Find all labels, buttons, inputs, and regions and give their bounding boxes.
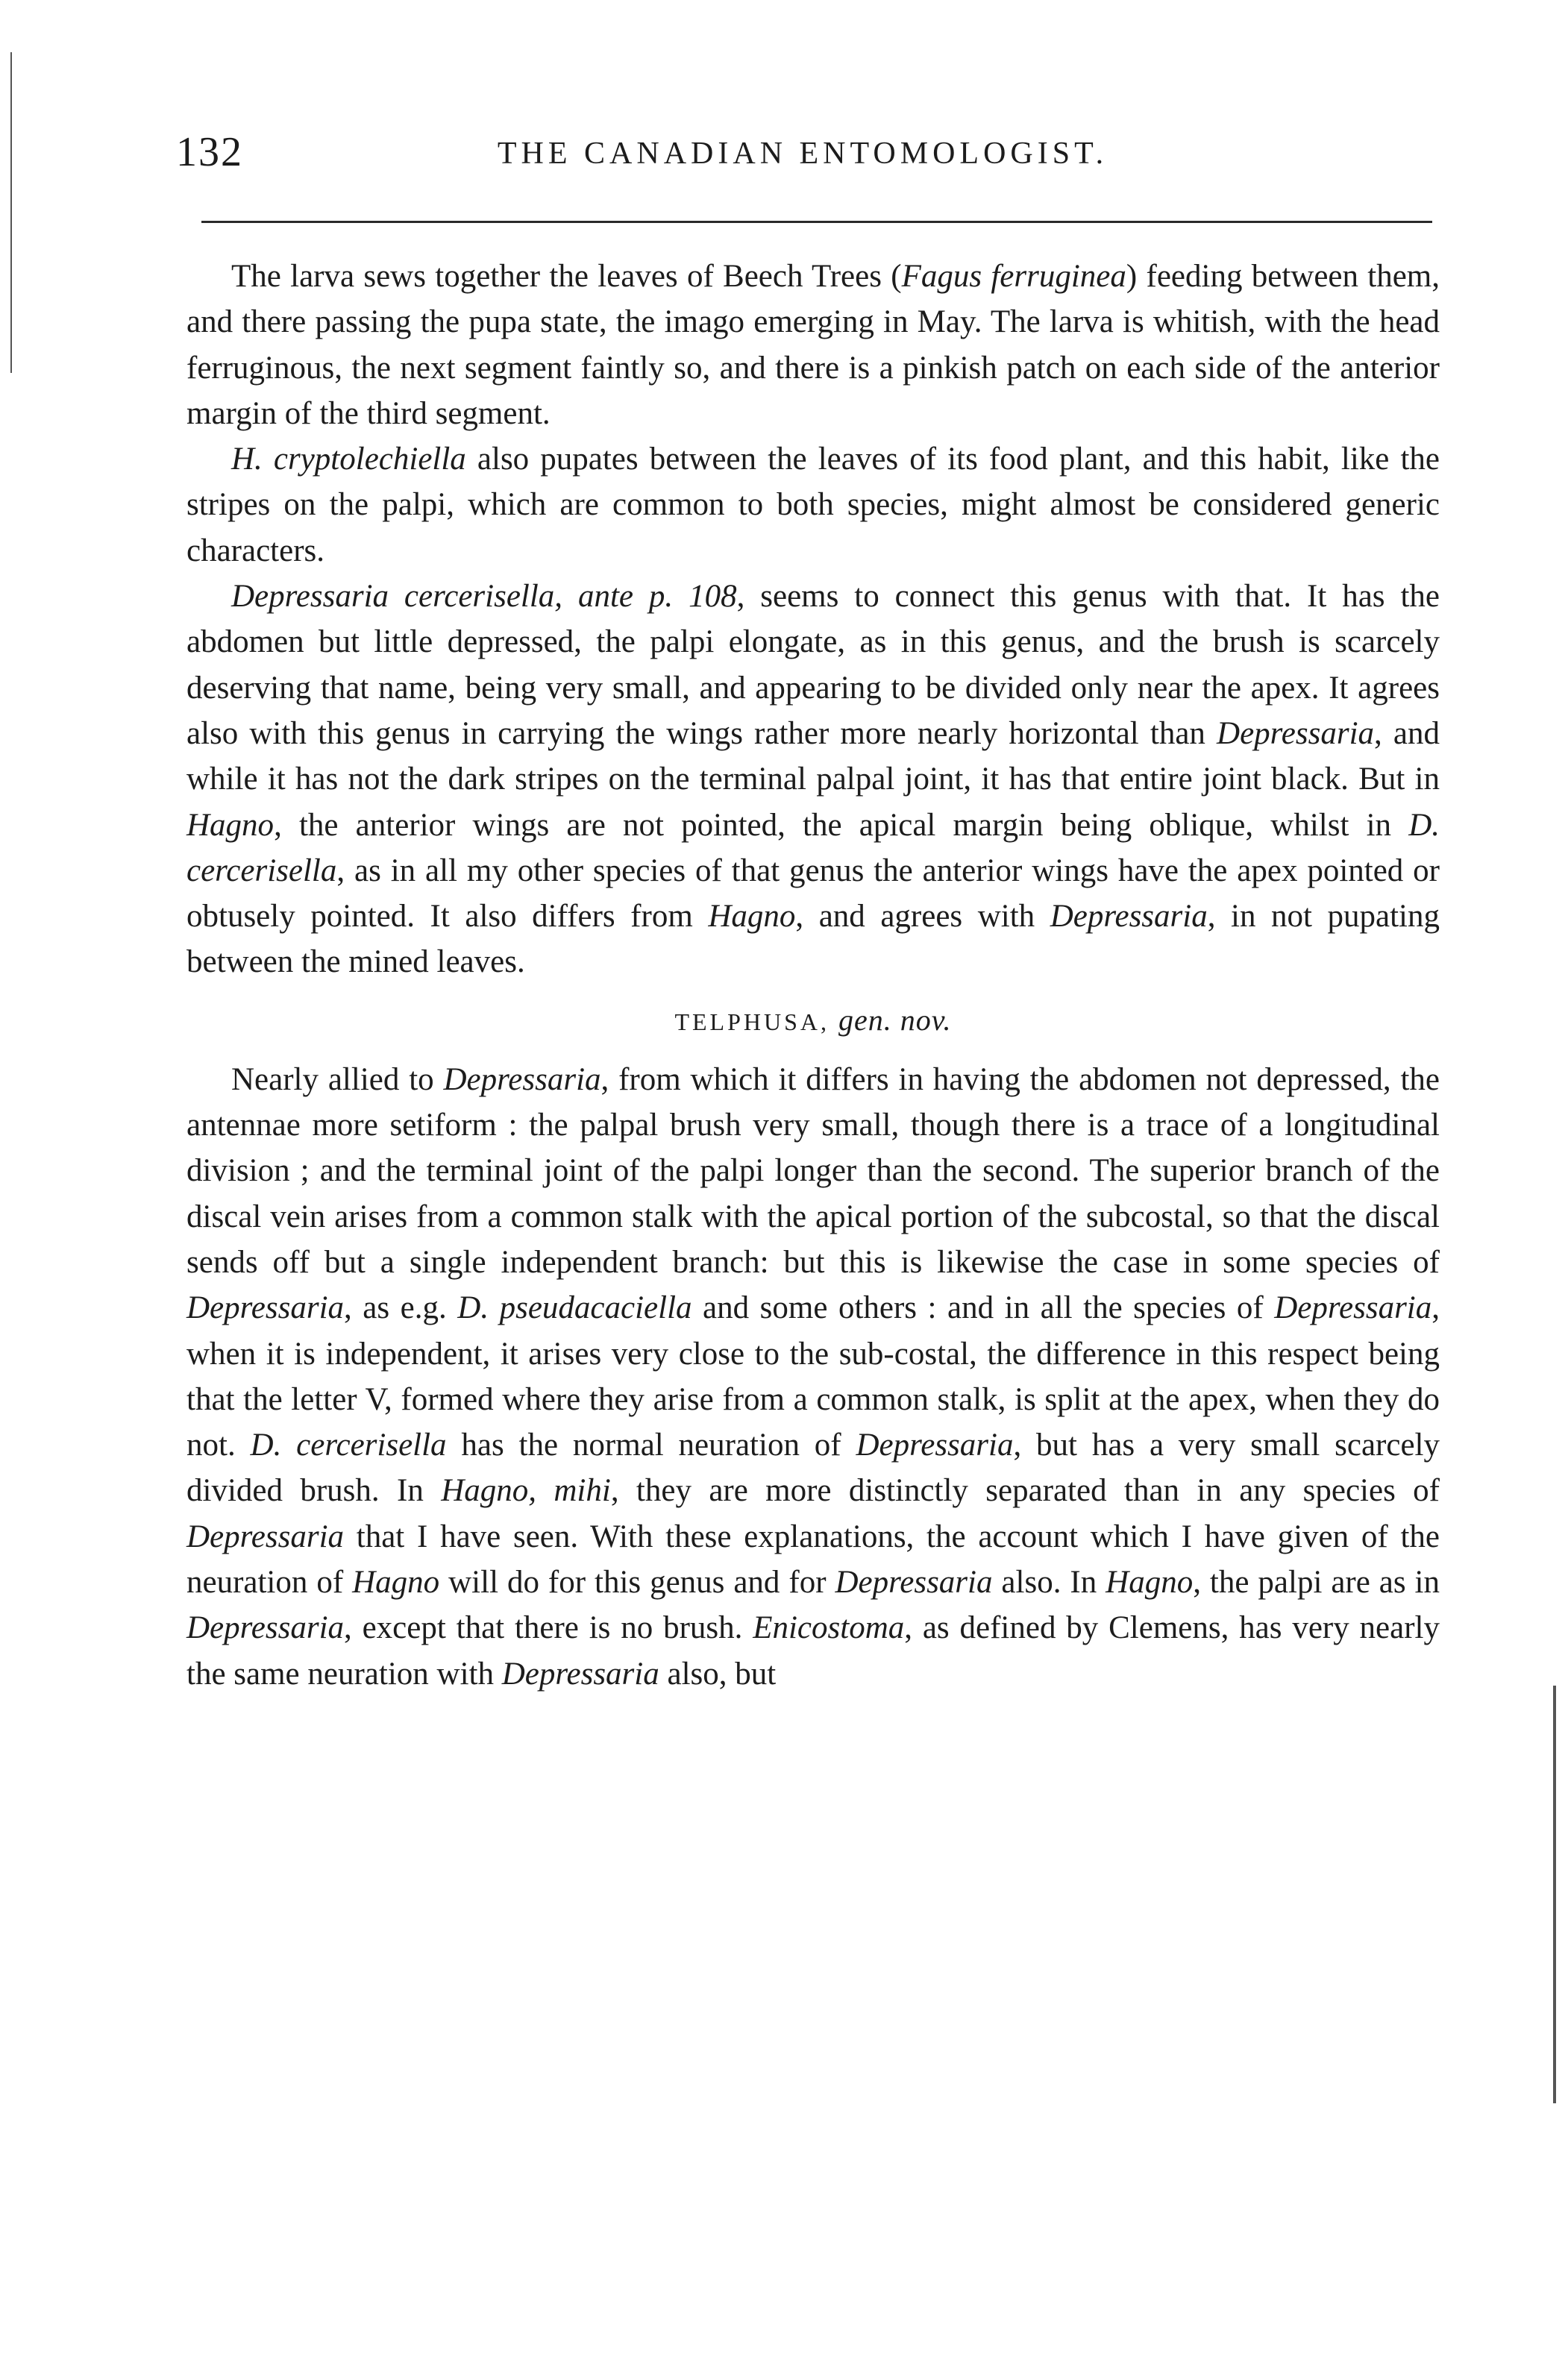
italic-text-run: Depressaria <box>186 1290 345 1326</box>
text-run: , they are more distinctly separated than in any species of <box>610 1473 1440 1509</box>
text-run: and some others : and in all the species of <box>692 1290 1275 1326</box>
page-number: 132 <box>176 129 243 175</box>
right-margin-mark <box>1553 1686 1556 2103</box>
text-run: also pupates between the leaves of its food plant, and this habit, like the stripes on the palpi, which are common to both species, might almost be considered generic characters. <box>186 442 1440 568</box>
header-rule <box>201 221 1432 223</box>
italic-text-run: H. cryptolechiella <box>231 442 466 477</box>
text-run: ) feeding between them, and there passing the pupa state, the imago emerging in May. The larva is whitish, with the head ferruginous, the next segment faintly so, and there is a pinkish patch on each side of the anterior margin of the third segment. <box>186 259 1440 431</box>
italic-text-run: Hagno <box>352 1565 440 1601</box>
text-run: , as e.g. <box>344 1290 458 1326</box>
italic-text-run: Depressaria <box>443 1061 601 1097</box>
italic-text-run: D. pseudacaciella <box>457 1290 692 1326</box>
italic-text-run: Hagno <box>186 807 275 843</box>
paragraph <box>186 574 1440 985</box>
text-run: , the anterior wings are not pointed, the apical margin being oblique, whilst in <box>274 807 1409 843</box>
text-run: , as defined by Clemens, has very nearly the same neuration with <box>186 1610 1440 1692</box>
body-text <box>186 254 1440 1697</box>
text-run: , except that there is no brush. <box>344 1610 753 1646</box>
text-run: , in not pupating between the mined leaves. <box>186 899 1440 980</box>
paragraph <box>186 254 1440 436</box>
text-run: Nearly allied to <box>231 1061 444 1097</box>
text-run: , and agrees with <box>795 899 1050 935</box>
italic-text-run: Depressaria <box>186 1519 345 1554</box>
text-run: also. In <box>992 1565 1106 1601</box>
italic-text-run: D. cercerisella <box>250 1428 447 1463</box>
italic-text-run: Hagno <box>708 899 796 935</box>
italic-text-run: Hagno <box>1106 1565 1194 1601</box>
running-title: THE CANADIAN ENTOMOLOGIST. <box>497 136 1108 171</box>
page-header <box>176 128 1429 180</box>
text-run: , as in all my other species of that genus the anterior wings have the apex pointed or obtusely pointed. It also differs from <box>186 853 1440 935</box>
italic-text-run: Depressaria <box>835 1565 993 1601</box>
italic-text-run: Fagus ferruginea <box>901 259 1126 294</box>
text-run: , seems to connect this genus with that. It has the abdomen but little depressed, the palpi elongate, as in this genus, and the brush is scarcely deserving that name, being very small, and appearing to be divided only near the apex. It agrees also with this genus in carrying the wings rather more nearly horizontal than <box>186 579 1440 751</box>
left-margin-mark <box>10 52 12 373</box>
text-run: , but has a very small scarcely divided brush. In <box>186 1428 1440 1509</box>
text-run: , the palpi are as in <box>1193 1565 1440 1601</box>
italic-text-run: Depressaria <box>856 1428 1014 1463</box>
italic-text-run: Depressaria <box>501 1656 659 1692</box>
italic-text-run: Enicostoma <box>753 1610 905 1646</box>
text-run: also, but <box>659 1656 777 1692</box>
text-run: has the normal neuration of <box>446 1428 856 1463</box>
section-heading <box>186 994 1440 1048</box>
italic-text-run: Depressaria cercerisella, ante p. 108 <box>231 579 737 615</box>
text-run: , and while it has not the dark stripes on the terminal palpal joint, it has that entire joint black. But in <box>186 715 1440 797</box>
text-run: will do for this genus and for <box>439 1565 835 1601</box>
text-run: The larva sews together the leaves of Beech Trees ( <box>231 259 902 294</box>
paragraph <box>186 436 1440 574</box>
italic-text-run: D. cercerisella <box>186 807 1440 888</box>
text-run: , from which it differs in having the abdomen not depressed, the antennae more setiform : the palpal brush very small, though there is a trace of a longitudinal division ; and the terminal joint of the palpi longer than the second. The superior branch of the discal vein arises from a common stalk with the apical portion of the subcostal, so that the discal sends off but a single independent branch: but this is likewise the case in some species of <box>186 1061 1440 1280</box>
italic-text-run: Depressaria <box>1274 1290 1432 1326</box>
text-run: that I have seen. With these explanations, the account which I have given of the neuration of <box>186 1519 1440 1601</box>
italic-text-run: Depressaria <box>186 1610 345 1646</box>
genus-qualifier: gen. nov. <box>838 1002 952 1037</box>
text-run: , when it is independent, it arises very close to the sub-costal, the difference in this respect being that the letter V, formed where they arise from a common stalk, is split at the apex, when they do not. <box>186 1290 1440 1463</box>
paragraph <box>186 1057 1440 1697</box>
italic-text-run: Depressaria <box>1050 899 1208 935</box>
italic-text-run: Depressaria <box>1217 715 1375 751</box>
genus-name: TELPHUSA, <box>674 1008 830 1035</box>
italic-text-run: Hagno, mihi <box>441 1473 611 1509</box>
